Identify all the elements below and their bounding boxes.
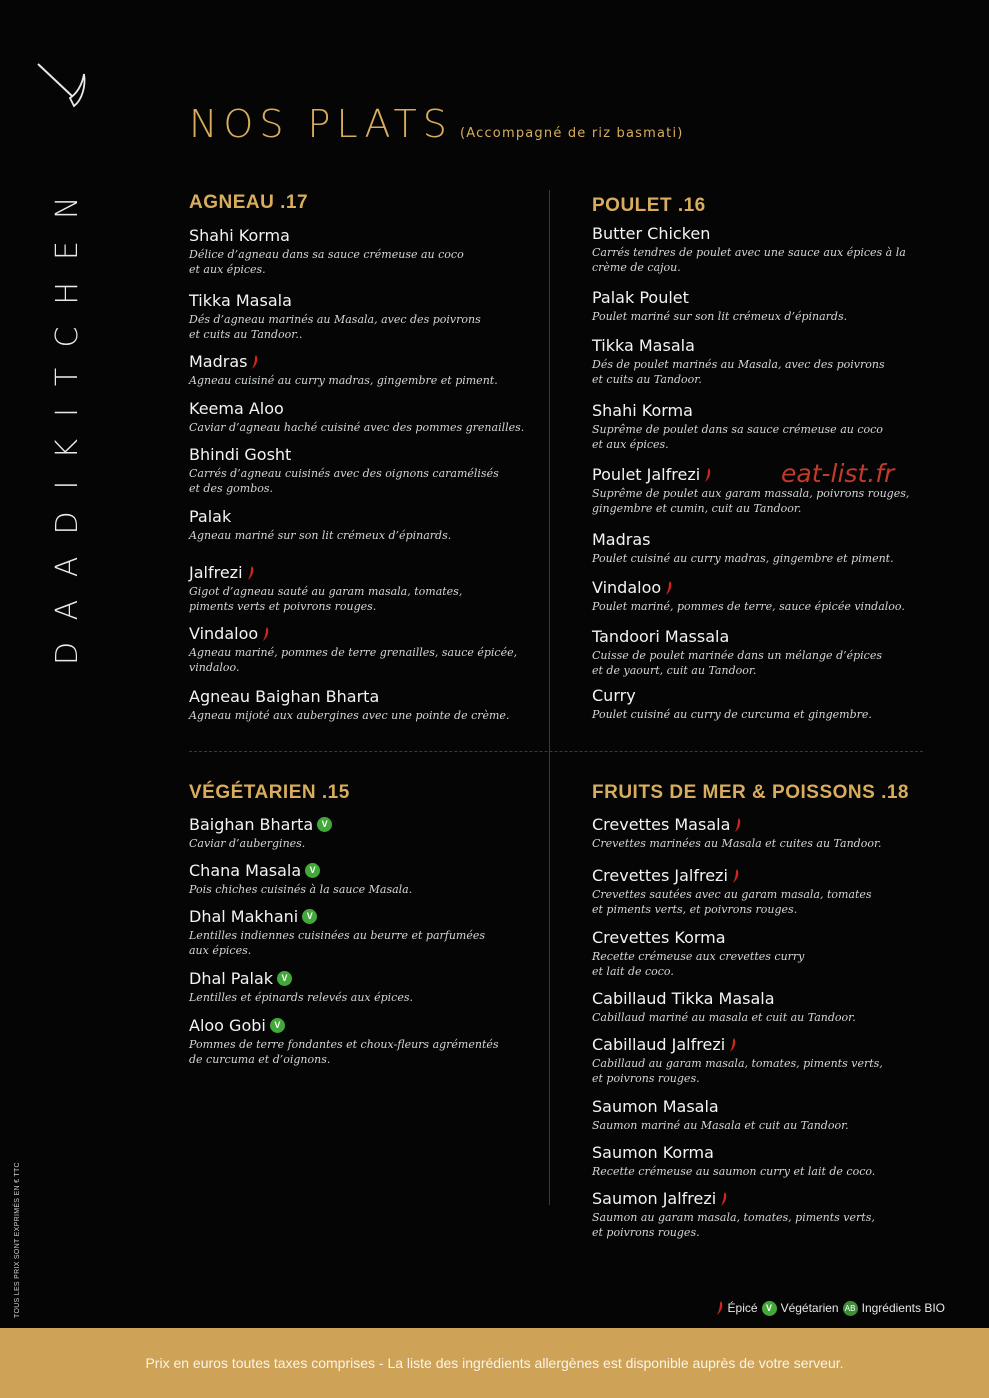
menu-item-name: Crevettes Jalfrezi <box>592 866 728 885</box>
menu-item <box>592 989 856 1025</box>
chili-icon <box>729 1037 737 1053</box>
menu-item <box>592 224 906 275</box>
menu-item <box>592 1097 849 1133</box>
menu-item-description: Agneau cuisiné au curry madras, gingembre et piment. <box>189 374 498 387</box>
menu-item-name: Shahi Korma <box>189 226 290 245</box>
menu-item-description: Suprême de poulet dans sa sauce crémeuse au coco et aux épices. <box>592 423 883 451</box>
chili-icon <box>262 626 270 642</box>
menu-item-name-row <box>189 861 320 880</box>
menu-item-name-row <box>189 291 292 310</box>
menu-item-description: Saumon mariné au Masala et cuit au Tandoor. <box>592 1119 849 1132</box>
footer-bar <box>0 1328 989 1398</box>
menu-item-name-row <box>592 1097 719 1116</box>
menu-item-name-row <box>592 866 740 885</box>
legend-veg: Végétarien <box>780 1301 839 1315</box>
menu-item-name: Vindaloo <box>592 578 662 597</box>
menu-item-name: Baighan Bharta <box>189 815 314 834</box>
title-sub: (Accompagné de riz basmati) <box>459 126 684 141</box>
menu-item-name: Dhal Palak <box>189 969 274 988</box>
menu-item-name-row <box>189 563 255 582</box>
menu-item-description: Recette crémeuse aux crevettes curry et lait de coco. <box>592 950 805 978</box>
menu-item-description: Caviar d’agneau haché cuisiné avec des pommes grenailles. <box>189 421 525 434</box>
bio-icon: AB <box>843 1301 858 1316</box>
menu-item-description: Caviar d’aubergines. <box>189 837 306 850</box>
menu-item-description: Dés de poulet marinés au Masala, avec des poivrons et cuits au Tandoor. <box>592 358 885 386</box>
menu-item-name-row <box>592 989 775 1008</box>
menu-item-name-row <box>592 578 673 597</box>
menu-item-name: Vindaloo <box>189 624 259 643</box>
chili-icon <box>720 1191 728 1207</box>
menu-item-name-row <box>592 288 689 307</box>
menu-item-name: Palak Poulet <box>592 288 689 307</box>
menu-item-name: Dhal Makhani <box>189 907 299 926</box>
menu-item <box>189 352 498 388</box>
menu-item-name-row <box>189 507 231 526</box>
menu-item <box>189 291 481 342</box>
menu-item-name-row <box>189 399 284 418</box>
menu-item-name-row <box>592 1035 737 1054</box>
menu-item-name: Poulet Jalfrezi <box>592 465 701 484</box>
chili-icon <box>665 580 673 596</box>
menu-item <box>592 401 883 452</box>
menu-item <box>592 336 885 387</box>
menu-item-description: Poulet mariné, pommes de terre, sauce épicée vindaloo. <box>592 600 905 613</box>
menu-item <box>189 445 499 496</box>
section-title: POULET .16 <box>592 195 706 216</box>
watermark: eat-list.fr <box>781 459 895 488</box>
vegetarian-icon: V <box>270 1018 285 1033</box>
legend-spicy: Épicé <box>727 1301 758 1315</box>
menu-item-description: Agneau mariné sur son lit crémeux d’épinards. <box>189 529 452 542</box>
menu-item <box>592 1189 875 1240</box>
menu-item-description: Gigot d’agneau sauté au garam masala, tomates, piments verts et poivrons rouges. <box>189 585 463 613</box>
menu-item-name-row <box>592 627 729 646</box>
menu-item-name-row <box>592 686 636 705</box>
vegetarian-icon: V <box>762 1301 777 1316</box>
chili-icon <box>716 1300 724 1316</box>
menu-item <box>189 399 524 435</box>
menu-item <box>189 907 485 958</box>
chili-icon <box>732 868 740 884</box>
menu-item-name: Keema Aloo <box>189 399 284 418</box>
menu-item-name-row <box>189 226 290 245</box>
legend <box>716 1300 945 1316</box>
section-agneau <box>189 192 539 722</box>
title-main: NOS PLATS <box>189 102 453 146</box>
menu-item-name-row <box>592 336 695 355</box>
menu-item <box>592 530 894 566</box>
menu-item-name: Curry <box>592 686 636 705</box>
menu-item-name: Madras <box>189 352 248 371</box>
menu-item-description: Crevettes sautées avec au garam masala, tomates et piments verts, et poivrons rouges. <box>592 888 872 916</box>
menu-item-name: Bhindi Gosht <box>189 445 292 464</box>
menu-item-description: Lentilles indiennes cuisinées au beurre et parfumées aux épices. <box>189 929 486 957</box>
menu-item <box>189 624 517 675</box>
menu-item-description: Saumon au garam masala, tomates, piments verts, et poivrons rouges. <box>592 1211 875 1239</box>
menu-item <box>189 507 451 543</box>
menu-item <box>189 563 462 614</box>
menu-item-description: Poulet mariné sur son lit crémeux d’épinards. <box>592 310 848 323</box>
menu-item-name: Madras <box>592 530 651 549</box>
menu-item-description: Délice d’agneau dans sa sauce crémeuse au coco et aux épices. <box>189 248 464 276</box>
menu-item-name-row <box>592 1189 728 1208</box>
menu-item-name: Aloo Gobi <box>189 1016 266 1035</box>
brand-name: DAADIKITCHEN <box>50 174 85 665</box>
menu-item-name-row <box>592 928 726 947</box>
menu-item <box>189 969 413 1005</box>
chili-icon <box>704 467 712 483</box>
menu-item <box>592 627 882 678</box>
menu-item-name: Shahi Korma <box>592 401 693 420</box>
menu-item-description: Dés d’agneau marinés au Masala, avec des poivrons et cuits au Tandoor.. <box>189 313 481 341</box>
menu-item-name-row <box>592 401 693 420</box>
section-title: VÉGÉTARIEN .15 <box>189 782 350 803</box>
menu-item <box>189 861 412 897</box>
menu-item-name: Chana Masala <box>189 861 302 880</box>
menu-item-name: Tandoori Massala <box>592 627 730 646</box>
menu-item-description: Cabillaud au garam masala, tomates, piments verts, et poivrons rouges. <box>592 1057 883 1085</box>
section-title: FRUITS DE MER & POISSONS .18 <box>592 782 909 803</box>
menu-item-name: Tikka Masala <box>189 291 292 310</box>
menu-item-description: Agneau mariné, pommes de terre grenailles, sauce épicée, vindaloo. <box>189 646 518 674</box>
menu-item-name-row <box>189 687 379 706</box>
menu-item-name: Cabillaud Jalfrezi <box>592 1035 726 1054</box>
menu-item <box>189 1016 499 1067</box>
section-fruits-de-mer <box>592 782 932 1239</box>
footer-text: Prix en euros toutes taxes comprises - La liste des ingrédients allergènes est disponible auprès de votre serveur. <box>145 1355 844 1371</box>
menu-item-name: Agneau Baighan Bharta <box>189 687 380 706</box>
menu-item-name: Butter Chicken <box>592 224 711 243</box>
column-divider <box>549 190 550 1205</box>
menu-item-name: Crevettes Korma <box>592 928 726 947</box>
menu-item-description: Agneau mijoté aux aubergines avec une pointe de crème. <box>189 709 510 722</box>
menu-item-name-row <box>189 352 259 371</box>
menu-item <box>592 686 872 722</box>
menu-item-name-row <box>592 1143 714 1162</box>
menu-item-name-row <box>592 224 710 243</box>
menu-item-description: Poulet cuisiné au curry madras, gingembre et piment. <box>592 552 894 565</box>
menu-item-description: Poulet cuisiné au curry de curcuma et gingembre. <box>592 708 872 721</box>
menu-item-name-row <box>189 624 270 643</box>
menu-item <box>189 226 464 277</box>
menu-item <box>592 1035 883 1086</box>
menu-item-name-row <box>189 1016 285 1035</box>
menu-item-name: Tikka Masala <box>592 336 695 355</box>
menu-item <box>592 866 872 917</box>
menu-item-name-row <box>189 815 332 834</box>
menu-item <box>592 815 882 851</box>
menu-item-name-row <box>189 445 291 464</box>
menu-item-description: Carrés tendres de poulet avec une sauce aux épices à la crème de cajou. <box>592 246 906 274</box>
chili-icon <box>247 565 255 581</box>
chili-icon <box>251 354 259 370</box>
menu-item-name-row <box>189 969 292 988</box>
page-title <box>189 102 684 146</box>
menu-item-name-row <box>592 530 650 549</box>
menu-item-name: Saumon Masala <box>592 1097 719 1116</box>
menu-item <box>592 288 847 324</box>
menu-item-description: Recette crémeuse au saumon curry et lait de coco. <box>592 1165 876 1178</box>
price-note: TOUS LES PRIX SONT EXPRIMÉS EN € TTC <box>14 1162 21 1318</box>
menu-item-description: Pois chiches cuisinés à la sauce Masala. <box>189 883 413 896</box>
menu-item-name: Cabillaud Tikka Masala <box>592 989 775 1008</box>
menu-item <box>189 815 332 851</box>
section-title: AGNEAU .17 <box>189 192 309 213</box>
menu-item-description: Pommes de terre fondantes et choux-fleurs agrémentés de curcuma et d’oignons. <box>189 1038 499 1066</box>
menu-item-description: Cabillaud mariné au masala et cuit au Tandoor. <box>592 1011 856 1024</box>
menu-item <box>592 578 905 614</box>
chili-icon <box>734 817 742 833</box>
menu-item-description: Lentilles et épinards relevés aux épices. <box>189 991 413 1004</box>
menu-item-name-row <box>189 907 317 926</box>
menu-item-name: Jalfrezi <box>189 563 243 582</box>
menu-item <box>592 1143 875 1179</box>
legend-bio: Ingrédients BIO <box>861 1301 945 1315</box>
menu-item-description: Crevettes marinées au Masala et cuites au Tandoor. <box>592 837 882 850</box>
vegetarian-icon: V <box>302 909 317 924</box>
menu-item-name: Crevettes Masala <box>592 815 731 834</box>
vegetarian-icon: V <box>305 863 320 878</box>
menu-item-description: Cuisse de poulet marinée dans un mélange d’épices et de yaourt, cuit au Tandoor. <box>592 649 882 677</box>
menu-item <box>592 928 804 979</box>
menu-item-name: Palak <box>189 507 232 526</box>
section-divider <box>189 751 923 752</box>
knife-icon <box>36 60 88 112</box>
vegetarian-icon: V <box>317 817 332 832</box>
section-vegetarien <box>189 782 539 1066</box>
menu-item-description: Carrés d’agneau cuisinés avec des oignons caramélisés et des gombos. <box>189 467 499 495</box>
vegetarian-icon: V <box>277 971 292 986</box>
menu-item-name: Saumon Korma <box>592 1143 714 1162</box>
menu-item-description: Suprême de poulet aux garam massala, poivrons rouges, gingembre et cumin, cuit au Tandoor. <box>592 487 910 515</box>
menu-item-name-row <box>592 815 742 834</box>
menu-item <box>189 687 509 723</box>
menu-item-name: Saumon Jalfrezi <box>592 1189 717 1208</box>
menu-item-name-row <box>592 465 712 484</box>
